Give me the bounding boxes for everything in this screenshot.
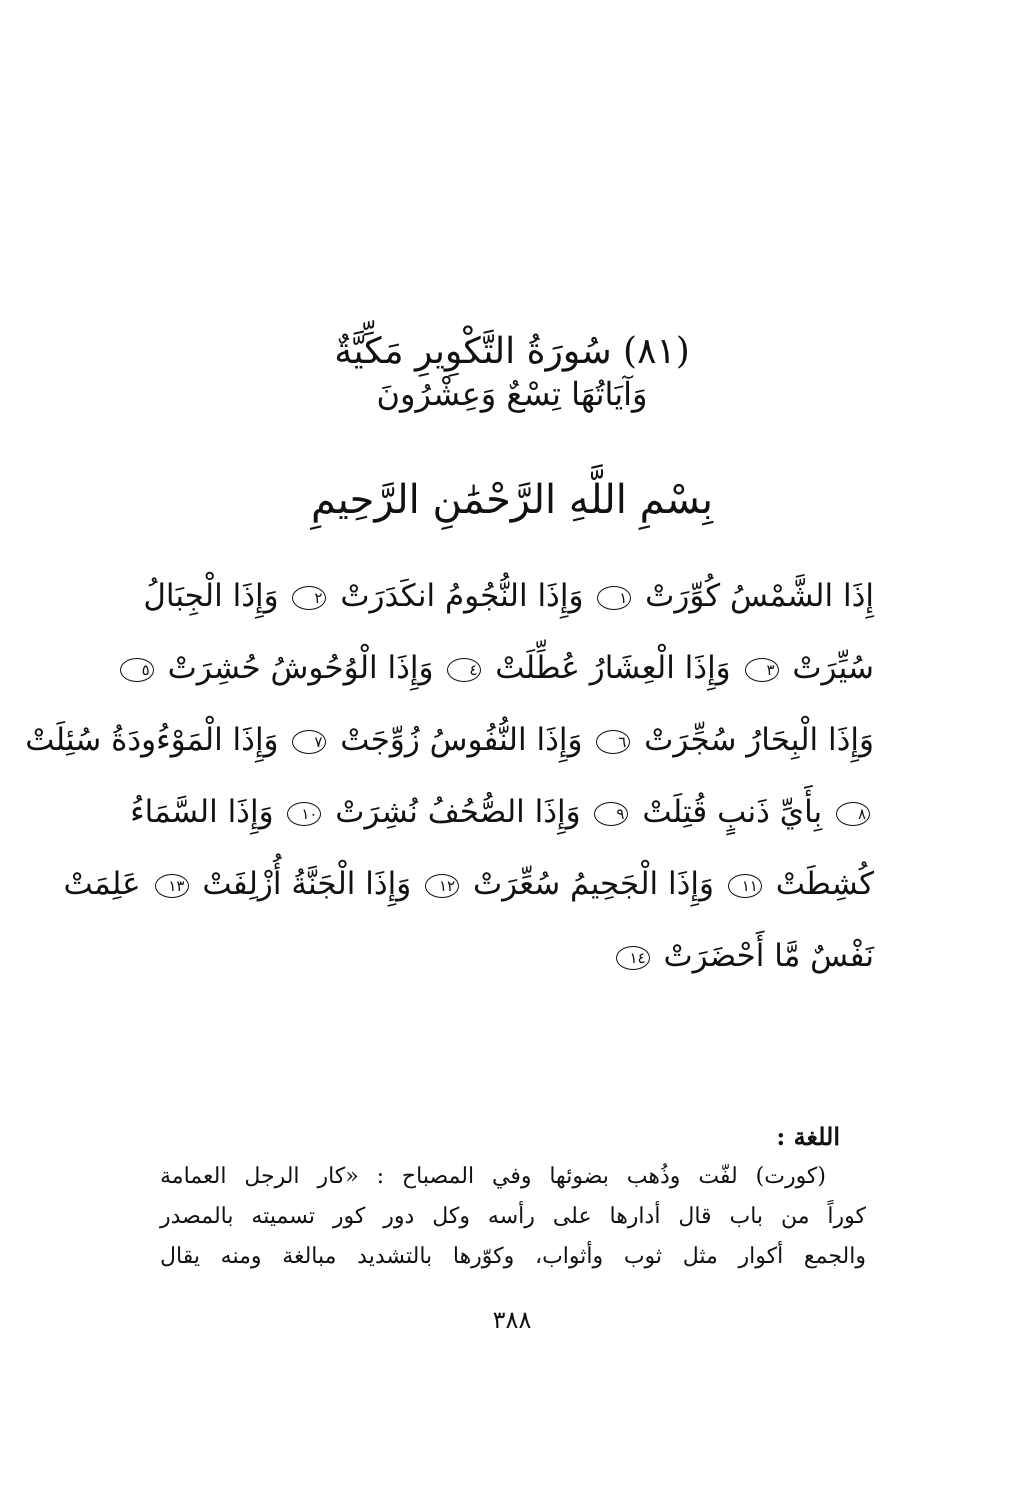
verse-number-marker: ١٢ — [425, 874, 459, 898]
verse-text: كُشِطَتْ — [775, 866, 874, 902]
verse-text: عَلِمَتْ — [63, 866, 141, 902]
verse-line — [63, 848, 874, 920]
surah-subtitle: وَآيَاتُهَا تِسْعٌ وَعِشْرُونَ — [376, 375, 648, 413]
verse-text: بِأَيِّ ذَنبٍ قُتِلَتْ — [642, 794, 823, 830]
verse-line — [25, 704, 874, 776]
verse-text: وَإِذَا الْجَنَّةُ أُزْلِفَتْ — [202, 866, 412, 902]
verse-text: وَإِذَا الْجِبَالُ — [143, 578, 279, 614]
verse-text: وَإِذَا الْمَوْءُودَةُ سُئِلَتْ — [25, 722, 279, 758]
verse-text: سُيِّرَتْ — [792, 650, 874, 686]
verse-line — [143, 560, 874, 632]
verse-line — [160, 920, 874, 992]
verse-text: وَإِذَا الصُّحُفُ نُشِرَتْ — [335, 794, 581, 830]
quran-verses — [25, 560, 874, 992]
surah-title: (٨١) سُورَةُ التَّكْوِيرِ مَكِّيَّةٌ — [334, 331, 690, 372]
verse-text: إِذَا الشَّمْسُ كُوِّرَتْ — [645, 578, 874, 614]
page-number: ٣٨٨ — [492, 1306, 532, 1334]
verse-text: وَإِذَا السَّمَاءُ — [130, 794, 274, 830]
verse-text: وَإِذَا الْعِشَارُ عُطِّلَتْ — [495, 650, 731, 686]
commentary — [160, 1157, 866, 1277]
surah-header — [300, 330, 724, 414]
verse-number-marker: ٣ — [745, 658, 779, 682]
verse-line — [141, 632, 874, 704]
verse-number-marker: ٥ — [120, 658, 154, 682]
verse-number-marker: ١١ — [728, 874, 762, 898]
verse-number-marker: ١٣ — [155, 874, 189, 898]
verse-line — [130, 776, 874, 848]
verse-text: وَإِذَا النُّجُومُ انكَدَرَتْ — [340, 578, 584, 614]
verse-text: وَإِذَا الْوُحُوشُ حُشِرَتْ — [167, 650, 434, 686]
verse-number-marker: ١٠ — [287, 802, 321, 826]
basmala: بِسْمِ اللَّهِ الرَّحْمَٰنِ الرَّحِيمِ — [310, 477, 714, 523]
verse-number-marker: ٧ — [292, 730, 326, 754]
verse-text: وَإِذَا النُّفُوسُ زُوِّجَتْ — [340, 722, 583, 758]
commentary-line: والجمع أكوار مثل ثوب وأثواب، وكوّرها بالتشديد مبالغة ومنه يقال — [160, 1244, 866, 1269]
verse-number-marker: ١٤ — [616, 946, 650, 970]
verse-text: وَإِذَا الْجَحِيمُ سُعِّرَتْ — [472, 866, 714, 902]
verse-number-marker: ١ — [597, 586, 631, 610]
verse-number-marker: ٢ — [292, 586, 326, 610]
commentary-line: كوراً من باب قال أدارها على رأسه وكل دور كور تسميته بالمصدر — [160, 1204, 866, 1229]
verse-number-marker: ٤ — [447, 658, 481, 682]
verse-number-marker: ٦ — [596, 730, 630, 754]
verse-number-marker: ٩ — [594, 802, 628, 826]
verse-text: نَفْسٌ مَّا أَحْضَرَتْ — [663, 938, 874, 974]
verse-text: وَإِذَا الْبِحَارُ سُجِّرَتْ — [644, 722, 874, 758]
section-label-lugha: اللغة : — [776, 1122, 840, 1151]
verse-number-marker: ٨ — [836, 802, 870, 826]
commentary-line: (كورت) لفّت وذُهب بضوئها وفي المصباح : «كار الرجل العمامة — [160, 1164, 826, 1189]
